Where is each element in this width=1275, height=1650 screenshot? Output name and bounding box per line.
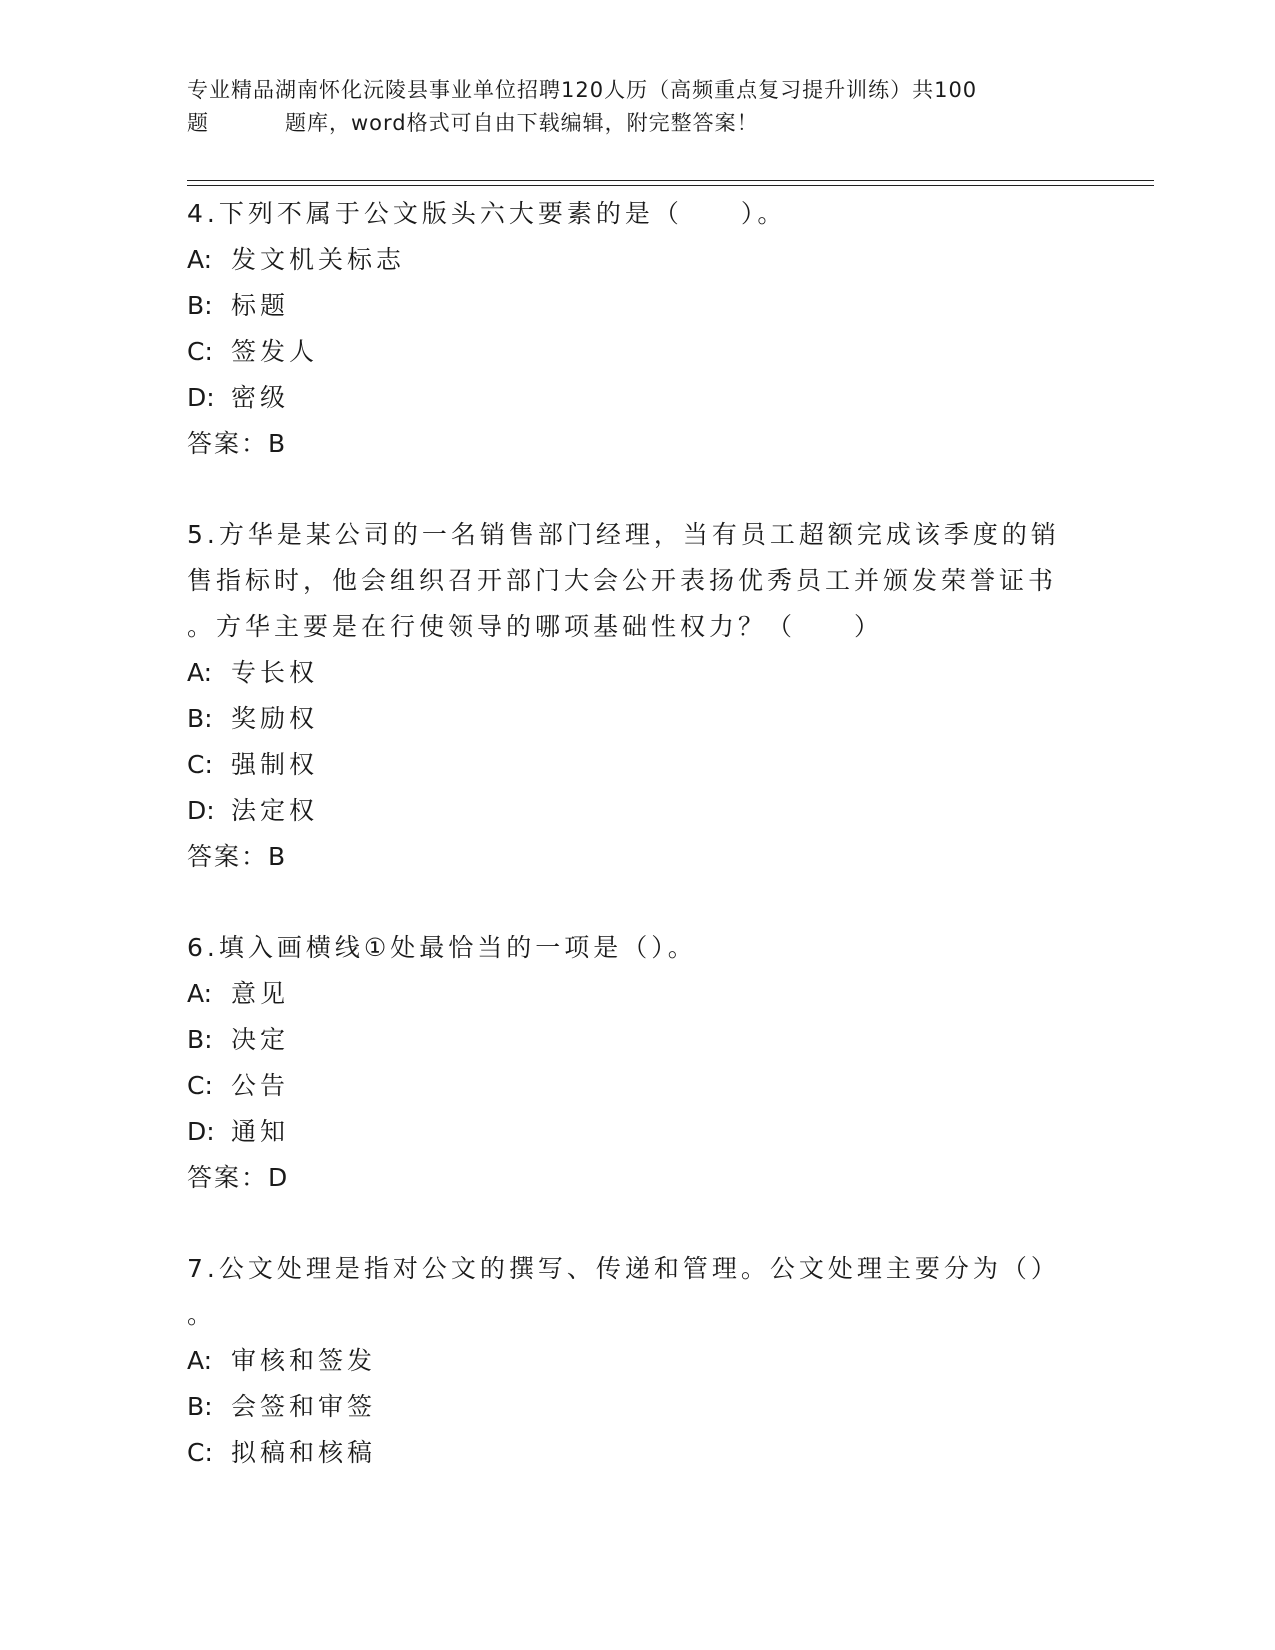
option-text: 审核和签发 xyxy=(231,1346,377,1375)
option-text: 公告 xyxy=(231,1071,290,1100)
option-b xyxy=(187,696,1067,742)
answer-label: 答案：B xyxy=(187,429,288,458)
option-key: A: xyxy=(187,979,213,1008)
option-d xyxy=(187,788,1067,834)
question-6 xyxy=(187,925,1067,1201)
header-divider-bottom xyxy=(187,185,1154,186)
option-c xyxy=(187,742,1067,788)
option-text: 强制权 xyxy=(231,750,319,779)
option-text: 决定 xyxy=(231,1025,290,1054)
option-text: 拟稿和核稿 xyxy=(231,1438,377,1467)
option-c xyxy=(187,329,1067,375)
option-key: B: xyxy=(187,291,213,320)
option-text: 意见 xyxy=(231,979,290,1008)
question-7 xyxy=(187,1246,1067,1476)
question-5 xyxy=(187,512,1067,880)
option-b xyxy=(187,283,1067,329)
option-a xyxy=(187,971,1067,1017)
option-a xyxy=(187,1338,1067,1384)
document-header xyxy=(187,74,1087,140)
answer-label: 答案：D xyxy=(187,1163,290,1192)
option-text: 标题 xyxy=(231,291,290,320)
option-text: 密级 xyxy=(231,383,290,412)
option-text: 法定权 xyxy=(231,796,319,825)
question-text: 6.填入画横线①处最恰当的一项是（）。 xyxy=(187,933,697,962)
option-a xyxy=(187,237,1067,283)
option-text: 发文机关标志 xyxy=(231,245,406,274)
header-line-2-start: 题 xyxy=(187,111,209,135)
option-c xyxy=(187,1430,1067,1476)
option-key: A: xyxy=(187,1346,213,1375)
header-line-2 xyxy=(187,107,1087,140)
question-text-line-2: 售指标时，他会组织召开部门大会公开表扬优秀员工并颁发荣誉证书 xyxy=(187,566,1058,595)
question-text-line-1: 5.方华是某公司的一名销售部门经理，当有员工超额完成该季度的销 xyxy=(187,520,1060,549)
option-d xyxy=(187,375,1067,421)
option-text: 专长权 xyxy=(231,658,319,687)
header-divider-top xyxy=(187,180,1154,181)
question-text-line-1: 7.公文处理是指对公文的撰写、传递和管理。公文处理主要分为（） xyxy=(187,1254,1060,1283)
option-key: D: xyxy=(187,796,215,825)
header-line-1: 专业精品湖南怀化沅陵县事业单位招聘120人历（高频重点复习提升训练）共100 xyxy=(187,78,978,102)
option-key: D: xyxy=(187,383,215,412)
header-line-2-end: 题库，word格式可自由下载编辑，附完整答案！ xyxy=(285,111,759,135)
option-d xyxy=(187,1109,1067,1155)
option-text: 通知 xyxy=(231,1117,290,1146)
option-c xyxy=(187,1063,1067,1109)
option-b xyxy=(187,1017,1067,1063)
question-4 xyxy=(187,191,1067,467)
question-text-line-2: 。 xyxy=(187,1300,217,1329)
option-key: B: xyxy=(187,1025,213,1054)
option-text: 奖励权 xyxy=(231,704,319,733)
option-key: C: xyxy=(187,1438,213,1467)
option-key: B: xyxy=(187,704,213,733)
option-b xyxy=(187,1384,1067,1430)
answer-label: 答案：B xyxy=(187,842,288,871)
option-key: A: xyxy=(187,658,213,687)
option-key: A: xyxy=(187,245,213,274)
option-key: C: xyxy=(187,1071,213,1100)
option-key: C: xyxy=(187,337,213,366)
question-text: 4.下列不属于公文版头六大要素的是（ ）。 xyxy=(187,199,787,228)
option-key: B: xyxy=(187,1392,213,1421)
option-key: C: xyxy=(187,750,213,779)
option-text: 会签和审签 xyxy=(231,1392,377,1421)
question-text-line-3: 。方华主要是在行使领导的哪项基础性权力？（ ） xyxy=(187,612,884,641)
question-list xyxy=(187,191,1067,1476)
option-text: 签发人 xyxy=(231,337,319,366)
option-a xyxy=(187,650,1067,696)
option-key: D: xyxy=(187,1117,215,1146)
